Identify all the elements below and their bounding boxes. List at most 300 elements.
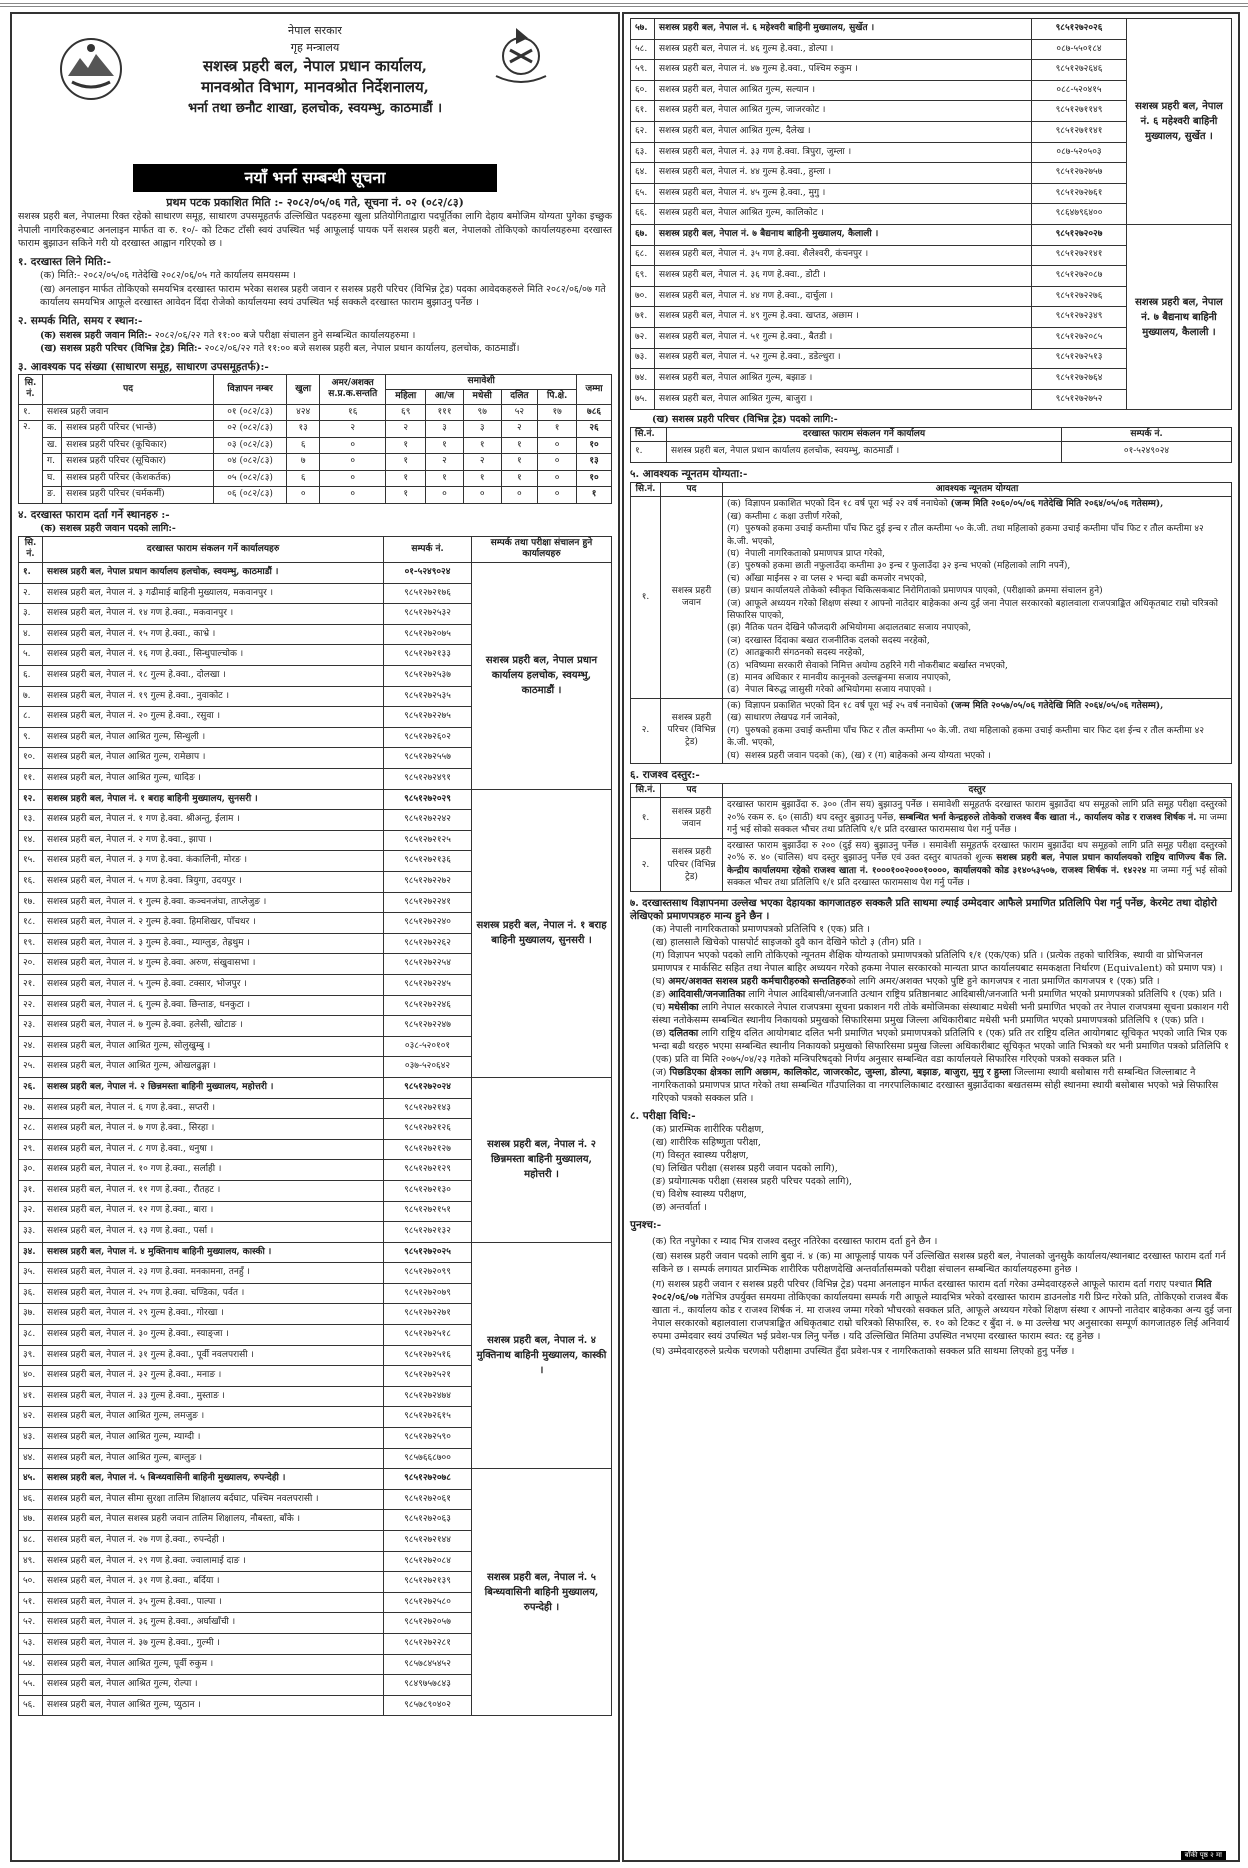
- cell-aj: ०: [426, 487, 464, 504]
- exam-step: (च) विशेष स्वास्थ्य परीक्षण,: [652, 1189, 747, 1201]
- cell-contact: ९८५१२७२६४६: [1032, 60, 1127, 81]
- cell-contact: ९८५१२७२१४३: [384, 1098, 472, 1119]
- cell-office: सशस्त्र प्रहरी बल, नेपाल सशस्त्र प्रहरी जवान तालिम शिक्षालय, नौबस्ता, बाँके ।: [43, 1510, 384, 1531]
- col-post: पद: [43, 375, 214, 404]
- cell-sn: १०.: [19, 748, 43, 769]
- cell-office: सशस्त्र प्रहरी बल, नेपाल नं. ५ गण हे.क्वा. त्रियुगा, उदयपुर ।: [43, 872, 384, 893]
- cell-sn: ३४.: [19, 1242, 43, 1263]
- cell-office: सशस्त्र प्रहरी बल, नेपाल नं. ३० गुल्म हे.क्वा., स्याङ्जा ।: [43, 1325, 384, 1346]
- table-row: [631, 442, 1232, 463]
- section1-item: (ख) अनलाइन मार्फत तोकिएको समयभित्र दरखास्त फाराम भरेका सशस्त्र प्रहरी जवान र सशस्त्र प्रहरी परिचर (विभिन्न ट्रेड) पदका आवेदकहरुले मिति २०८२/०६/०७ गते कार्यालय समयभित्र आफूले दरखास्त आवेदन दिंदा रोजेको कार्यालयमा स्वयं उपस्थित भई सक्कलै दरखास्त फाराम बुझाउनु पर्नेछ ।: [40, 283, 606, 309]
- col-exam-office: सम्पर्क तथा परीक्षा संचालन हुने कार्यालयहरु: [472, 536, 612, 562]
- item-bold: आदिवासी/जनजातिका: [668, 988, 746, 1000]
- col-open: खुला: [287, 375, 320, 404]
- cell-post: सशस्त्र प्रहरी जवान: [661, 798, 723, 839]
- publish-date: प्रथम पटक प्रकाशित मिति :- २०८२/०५/०६ गते, सूचना नं. ०२ (०८२/८३): [166, 196, 464, 209]
- cell-office: सशस्त्र प्रहरी बल, नेपाल आश्रित गुल्म, बाजुरा ।: [655, 389, 1032, 410]
- cell-office: सशस्त्र प्रहरी बल, नेपाल नं. ४७ गुल्म हे.क्वा., पश्चिम रुकुम ।: [655, 60, 1032, 81]
- table-row: [631, 798, 1232, 839]
- cell-contact: ९८५१२७२०७५: [384, 624, 472, 645]
- table-row: [19, 421, 612, 438]
- qualification-item: [727, 511, 1227, 523]
- cell-contact: ९८५७६६८७००: [384, 1448, 472, 1469]
- table-row: [631, 497, 1232, 699]
- cell-post: सशस्त्र प्रहरी जवान: [43, 404, 214, 421]
- cell-contact: ९८५१२७२१२६: [384, 1119, 472, 1140]
- cell-open: ६: [287, 437, 320, 454]
- cell-adv: ०२ (०८२/८३): [214, 421, 287, 438]
- notice-header: [18, 18, 612, 158]
- cell-office: सशस्त्र प्रहरी बल, नेपाल नं. २० गुल्म हे.क्वा., रसुवा ।: [43, 707, 384, 728]
- cell-office: सशस्त्र प्रहरी बल, नेपाल नं. ३३ गुल्म हे.क्वा., मुस्ताङ ।: [43, 1386, 384, 1407]
- cell-women: २: [386, 421, 426, 438]
- cell-post: सशस्त्र प्रहरी परिचर (विभिन्न ट्रेड): [661, 838, 723, 891]
- cell-contact: ९८५१२७२१३०: [384, 1180, 472, 1201]
- col-madhesi: मधेसी: [463, 389, 501, 404]
- item-key: (ङ): [652, 988, 666, 1000]
- cell-contact: ९८५१२७२७६१: [1032, 183, 1127, 204]
- cell-contact: ९८५१२७२५२१: [384, 1366, 472, 1387]
- cell-exam-office: सशस्त्र प्रहरी बल, नेपाल नं. ६ महेश्वरी बाहिनी मुख्यालय, सुर्खेत ।: [1127, 19, 1232, 225]
- cell-total: १०: [577, 470, 612, 487]
- cell-total: ७८६: [577, 404, 612, 421]
- item-text: पुरुषको हकमा उचाई कम्तीमा पाँच फिट र तौल कम्तीमा ५० के.जी. तथा महिलाको हकमा उचाई कम्तीमा चार फिट दश ईन्च र तौल कम्तीमा ४२ के.जी. भएको,: [727, 725, 1205, 749]
- cell-madhesi: १: [463, 437, 501, 454]
- cell-contact: ९८५१२७२१३३: [384, 645, 472, 666]
- right-column: [622, 12, 1240, 1862]
- cell-backward: ०: [538, 454, 577, 471]
- cell-sn: २.: [631, 838, 661, 891]
- cell-women: १: [386, 437, 426, 454]
- cell-aj: १११: [426, 404, 464, 421]
- cell-sn: ५७.: [631, 19, 655, 40]
- cell-martyr: ०: [320, 437, 386, 454]
- cell-sn: १५.: [19, 851, 43, 872]
- item-key: (छ): [652, 1027, 667, 1039]
- cell-sn: ३८.: [19, 1325, 43, 1346]
- cell-open: ७: [287, 454, 320, 471]
- apf-emblem-icon: [488, 24, 554, 90]
- cell-sn: ८.: [19, 707, 43, 728]
- ministry-label: गृह मन्त्रालय: [290, 41, 340, 54]
- cell-dalit: १: [501, 470, 538, 487]
- item-text: आतङ्ककारी संगठनको सदस्य नरहेको,: [745, 648, 865, 659]
- cell-sn: ११.: [19, 769, 43, 790]
- cell-sn: १४.: [19, 830, 43, 851]
- col-sn: सि. नं.: [19, 536, 43, 562]
- cell-office: सशस्त्र प्रहरी बल, नेपाल नं. २७ गण हे.क्वा., रुपन्देही ।: [43, 1531, 384, 1552]
- cell-office: सशस्त्र प्रहरी बल, नेपाल नं. २ गुल्म हे.क्वा. हिमशिखर, पाँचथर ।: [43, 913, 384, 934]
- cell-contact: ९८५१२७२०७९: [384, 1283, 472, 1304]
- cell-contact: ९८५१२७२२४७: [384, 1016, 472, 1037]
- cell-martyr: १६: [320, 404, 386, 421]
- cell-sn: ४९.: [19, 1551, 43, 1572]
- qualification-item: [727, 622, 1227, 634]
- item-bold: अमर/अशक्त सशस्त्र प्रहरी कर्मचारीहरुको सन्ततिहरु: [668, 975, 847, 987]
- item-text: २०८२/०६/२२ गते ११:०० बजे सशस्त्र प्रहरी बल, नेपाल प्रधान कार्यालय, हलचोक, काठमाडौं।: [201, 343, 520, 355]
- cell-contact: ९८५१२७२०२७: [1032, 224, 1127, 245]
- cell-sn: ४.: [19, 624, 43, 645]
- table-row: [19, 454, 612, 471]
- cell-sn: २८.: [19, 1119, 43, 1140]
- cell-sn: ३१.: [19, 1180, 43, 1201]
- cell-office: सशस्त्र प्रहरी बल, नेपाल नं. ५ गुल्म हे.क्वा. टक्सार, भोजपुर ।: [43, 974, 384, 995]
- cell-contact: ९८५१२७११४१: [1032, 121, 1127, 142]
- cell-post: सशस्त्र प्रहरी परिचर (भान्छे): [62, 421, 214, 438]
- cell-office: सशस्त्र प्रहरी बल, नेपाल नं. १० गण हे.क्वा., सर्लाही ।: [43, 1160, 384, 1181]
- cell-contact: ९८५१२७२०६१: [384, 1489, 472, 1510]
- cell-contact: ९८६४७९६४००: [1032, 204, 1127, 225]
- cell-office: सशस्त्र प्रहरी बल, नेपाल आश्रित गुल्म, सल्यान ।: [655, 80, 1032, 101]
- col-adv: विज्ञापन नम्बर: [214, 375, 287, 404]
- cell-contact: ०१-५२४९०२४: [384, 563, 472, 584]
- item-text: हालसालै खिचेको पासपोर्ट साइजको दुवै कान देखिने फोटो ३ (तीन) प्रति ।: [670, 936, 922, 948]
- cell-madhesi: ३: [463, 421, 501, 438]
- nepal-emblem-icon: [58, 36, 124, 102]
- cell-qualifications: [723, 497, 1232, 699]
- section3-title: ३. आवश्यक पद संख्या (साधारण समूह, साधारण उपसमूहतर्फ):-: [18, 360, 269, 373]
- cell-sn: १७.: [19, 892, 43, 913]
- postscript-title: पुनश्च:-: [630, 1219, 662, 1232]
- cell-post: सशस्त्र प्रहरी जवान: [661, 497, 723, 699]
- cell-contact: ९८५१२७२२८१: [384, 1633, 472, 1654]
- cell-sn: ४५.: [19, 1469, 43, 1490]
- fee-tail: मा जम्मा गर्नु भई सोको सक्कल भौचर तथा प्रतिलिपि १/१ प्रति दरखास्त फारामसाथ पेश गर्नु पर्नेछ ।: [727, 865, 1227, 889]
- section4a-subtitle: (क) सशस्त्र प्रहरी जवान पदको लागि:-: [40, 523, 176, 535]
- cell-dalit: १: [501, 437, 538, 454]
- item-key: (ग): [727, 725, 740, 736]
- cell-office: सशस्त्र प्रहरी बल, नेपाल नं. १५ गण हे.क्वा., काभ्रे ।: [43, 624, 384, 645]
- cell-office: सशस्त्र प्रहरी बल, नेपाल नं. १ गण हे.क्वा. श्रीअन्तु, ईलाम ।: [43, 810, 384, 831]
- document-item: [630, 949, 1232, 975]
- cell-post: सशस्त्र प्रहरी परिचर (सूचिकार): [62, 454, 214, 471]
- item-text: जिल्लामा स्थायी बसोबास गरी सम्बन्धित जिल्लाबाट नै नागरिकताको प्रमाणपत्र प्राप्त गरेको तथा सम्बन्धित गाँउपालिका वा नगरपालिकाबाट दरखास्त बुझाउँदाका बखतसम्म सोही स्थानमा स्थायी बसोबास भएको भन्ने सिफारिस गरिएको पत्रको सक्कल प्रति ।: [652, 1066, 1219, 1104]
- cell-sn: १३.: [19, 810, 43, 831]
- cell-contact: ९८५१२७२६१५: [384, 1407, 472, 1428]
- postscript-item: [630, 1250, 1232, 1276]
- table-row: [19, 789, 612, 810]
- cell-exam-office: सशस्त्र प्रहरी बल, नेपाल नं. ५ बिन्ध्यवासिनी बाहिनी मुख्यालय, रुपन्देही ।: [472, 1469, 612, 1716]
- cell-contact: ९८५१२७२०५७: [384, 1613, 472, 1634]
- item-text: दरखास्त दिंदाका बखत राजनीतिक दलको सदस्य नरहेको,: [745, 635, 930, 646]
- cell-contact: ०८८-५२०४१५: [1032, 80, 1127, 101]
- item-text: को लागि अमर/अशक्त भएको पुष्टि हुने कागजपत्र र नाता प्रमाणित कागजपत्र १ (एक) प्रति ।: [846, 975, 1160, 987]
- cell-sn: ५३.: [19, 1633, 43, 1654]
- cell-office: सशस्त्र प्रहरी बल, नेपाल नं. १३ गण हे.क्वा., पर्सा ।: [43, 1222, 384, 1243]
- document-item: [630, 975, 1232, 988]
- cell-office: सशस्त्र प्रहरी बल, नेपाल नं. ३ गण हे.क्वा. कंकालिनी, मोरङ ।: [43, 851, 384, 872]
- cell-office: सशस्त्र प्रहरी बल, नेपाल नं. २ छिन्नमस्ता बाहिनी मुख्यालय, महोत्तरी ।: [43, 1077, 384, 1098]
- cell-office: सशस्त्र प्रहरी बल, नेपाल आश्रित गुल्म, ओखलढुङ्गा ।: [43, 1057, 384, 1078]
- exam-step: (ग) विस्तृत स्वास्थ्य परीक्षण,: [652, 1150, 749, 1162]
- cell-sn: ३९.: [19, 1345, 43, 1366]
- cell-office: सशस्त्र प्रहरी बल, नेपाल प्रधान कार्यालय हलचोक, स्वयम्भु, काठमाडौं ।: [667, 442, 1062, 463]
- cell-contact: ०३७-५२०६४२: [384, 1057, 472, 1078]
- col-martyr: अमर/अशक्त स.प्र.क.सन्तति: [320, 375, 386, 404]
- cell-office: सशस्त्र प्रहरी बल, नेपाल आश्रित गुल्म, बाग्लुङ ।: [43, 1448, 384, 1469]
- cell-martyr: २: [320, 421, 386, 438]
- cell-office: सशस्त्र प्रहरी बल, नेपाल नं. १२ गण हे.क्वा., बारा ।: [43, 1201, 384, 1222]
- cell-contact: ९८५१२७२०६३: [384, 1510, 472, 1531]
- item-text: नेपाली नागरिकताको प्रमाणपत्र प्राप्त गरेको,: [745, 549, 885, 560]
- cell-contact: ९८५१२७२५३५: [384, 686, 472, 707]
- cell-aj: १: [426, 437, 464, 454]
- cell-contact: ९८५१२७२५१३: [1032, 348, 1127, 369]
- item-bold: पिछडिएका क्षेत्रका लागि अछाम, कालिकोट, जाजरकोट, जुम्ला, डोल्पा, बझाङ, बाजुरा, मुगु र हुम्ला: [669, 1066, 1012, 1078]
- cell-contact: ९८५१२७२३४९: [1032, 307, 1127, 328]
- branch-title: भर्ना तथा छनौट शाखा, हलचोक, स्वयम्भु, काठमाडौं ।: [188, 101, 442, 116]
- cell-sn: ६०.: [631, 80, 655, 101]
- cell-office: सशस्त्र प्रहरी बल, नेपाल नं. ११ गण हे.क्वा., रौतहट ।: [43, 1180, 384, 1201]
- cell-office: सशस्त्र प्रहरी बल, नेपाल नं. ३३ गण हे.क्वा. त्रिपुरा, जुम्ला ।: [655, 142, 1032, 163]
- cell-women: ६९: [386, 404, 426, 421]
- offices-table-left: [18, 536, 612, 1717]
- item-text: भविष्यमा सरकारी सेवाको निमित्त अयोग्य ठहरिने गरी नोकरीबाट बर्खास्त नभएको,: [745, 660, 1008, 671]
- document-item: [630, 1066, 1232, 1105]
- cell-sn: ७२.: [631, 327, 655, 348]
- cell-sn: ६९.: [631, 266, 655, 287]
- section2-item: [18, 329, 612, 343]
- item-key: (क): [727, 499, 741, 510]
- item-text: प्रधान कार्यालयले तोकेको स्वीकृत चिकित्सकबाट निरोगिताको प्रमाणपत्र पाएको, (परीक्षाको क्रममा संचालन हुने): [745, 586, 1103, 597]
- gov-label: नेपाल सरकार: [288, 24, 342, 37]
- cell-contact: ९८५१२७२२४५: [384, 974, 472, 995]
- col-sn: सि. नं.: [19, 375, 43, 404]
- cell-sn: ९.: [19, 727, 43, 748]
- cell-contact: ९८५१२७२१४४: [384, 1531, 472, 1552]
- cell-contact: ९८५१२७२१२५: [384, 830, 472, 851]
- cell-sn: १६.: [19, 872, 43, 893]
- fee-bold: सम्बन्धित भर्ना केन्द्रहरुले तोकेको राजश्व बैंक खाता नं., कार्यालय कोड र राजश्व शिर्षक नं.: [899, 812, 1197, 823]
- cell-sn: २.: [19, 421, 43, 504]
- cell-dalit: १: [501, 454, 538, 471]
- cell-sn: ४३.: [19, 1428, 43, 1449]
- cell-office: सशस्त्र प्रहरी बल, नेपाल नं. २९ गुल्म हे.क्वा., गोरखा ।: [43, 1304, 384, 1325]
- item-text: लागि नेपाल आदिबासी/जनजाति उत्थान राष्ट्रिय प्रतिष्ठानबाट आदिबासी/जनजाति भनी प्रमाणित भएको प्रमाणपत्रको प्रतिलिपि १ (एक) प्रति ।: [745, 988, 1222, 1000]
- cell-sub: ग.: [43, 454, 62, 471]
- section5-title: ५. आवश्यक न्यूनतम योग्यता:-: [630, 468, 748, 481]
- item-text: विज्ञापन प्रकाशित भएको दिन १८ वर्ष पूरा भई २२ वर्ष ननाघेको: [745, 499, 951, 510]
- item-key: (ख): [652, 1251, 668, 1263]
- qualification-item: [727, 498, 1227, 510]
- item-key: (घ): [652, 975, 666, 987]
- cell-contact: ९८५१२७२०९९: [384, 1263, 472, 1284]
- cell-sn: २३.: [19, 1016, 43, 1037]
- cell-office: सशस्त्र प्रहरी बल, नेपाल नं. ५१ गुल्म हे.क्वा., बैतडी ।: [655, 327, 1032, 348]
- cell-sn: १८.: [19, 913, 43, 934]
- cell-contact: ९८५१२७२२७६: [1032, 286, 1127, 307]
- cell-contact: ९८५१२७२७५७: [1032, 163, 1127, 184]
- col-fee: दस्तुर: [723, 783, 1232, 798]
- qualification-item: [727, 684, 1227, 696]
- item-key: (ढ): [727, 685, 740, 696]
- cell-sn: ५५.: [19, 1675, 43, 1696]
- item-key: (ट): [727, 648, 739, 659]
- cell-contact: ९८५१२७२६०२: [384, 727, 472, 748]
- cell-sn: ४१.: [19, 1386, 43, 1407]
- cell-sn: ३०.: [19, 1160, 43, 1181]
- item-text: नैतिक पतन देखिने फौजदारी अभियोगमा अदालतबाट सजाय नपाएको,: [745, 623, 972, 634]
- col-sn: सि.नं.: [631, 783, 661, 798]
- item-text: विज्ञापन प्रकाशित भएको दिन १८ वर्ष पूरा भई २५ वर्ष ननाघेको: [745, 700, 951, 711]
- cell-contact: ९८५१२७२१३९: [384, 1572, 472, 1593]
- cell-office: सशस्त्र प्रहरी बल, नेपाल आश्रित गुल्म, धादिङ ।: [43, 769, 384, 790]
- col-post: पद: [661, 783, 723, 798]
- table-row: [19, 1077, 612, 1098]
- cell-sn: ६१.: [631, 101, 655, 122]
- cell-contact: ९८५१२७२७६४: [1032, 369, 1127, 390]
- cell-dalit: ०: [501, 487, 538, 504]
- cell-exam-office: सशस्त्र प्रहरी बल, नेपाल प्रधान कार्यालय हलचोक, स्वयम्भु, काठमाडौं ।: [472, 563, 612, 790]
- cell-sn: २४.: [19, 1036, 43, 1057]
- cell-office: सशस्त्र प्रहरी बल, नेपाल नं. २९ गण हे.क्वा. ज्वालामाई दाङ ।: [43, 1551, 384, 1572]
- postscript-item: [630, 1345, 1232, 1358]
- cell-open: ४२४: [287, 404, 320, 421]
- item-key: (छ): [727, 586, 741, 597]
- qualification-item: [727, 750, 1227, 762]
- cell-sn: ६७.: [631, 224, 655, 245]
- cell-contact: ९८५१२७२२७२: [384, 872, 472, 893]
- col-sn: सि.नं.: [631, 427, 667, 442]
- cell-office: सशस्त्र प्रहरी बल, नेपाल नं. ४ मुक्तिनाथ बाहिनी मुख्यालय, कास्की ।: [43, 1242, 384, 1263]
- cell-office: सशस्त्र प्रहरी बल, नेपाल आश्रित गुल्म, जाजरकोट ।: [655, 101, 1032, 122]
- col-office: दरखास्त फाराम संकलन गर्ने कार्यालयहरु: [43, 536, 384, 562]
- cell-sn: ७.: [19, 686, 43, 707]
- cell-office: सशस्त्र प्रहरी बल, नेपाल नं. ३६ गुल्म हे.क्वा., अर्घाखाँची ।: [43, 1613, 384, 1634]
- item-key: (च): [652, 1001, 666, 1013]
- cell-women: १: [386, 470, 426, 487]
- cell-sn: ४८.: [19, 1531, 43, 1552]
- cell-office: सशस्त्र प्रहरी बल, नेपाल आश्रित गुल्म, दैलेख ।: [655, 121, 1032, 142]
- cell-sn: ७५.: [631, 389, 655, 410]
- cell-office: सशस्त्र प्रहरी बल, नेपाल नं. ३१ गुल्म हे.क्वा., पूर्वी नवलपरासी ।: [43, 1345, 384, 1366]
- cell-sn: २.: [19, 583, 43, 604]
- cell-sn: १.: [19, 404, 43, 421]
- table-row: [19, 470, 612, 487]
- qualification-item: [727, 573, 1227, 585]
- cell-office: सशस्त्र प्रहरी बल, नेपाल नं. १ गुल्म हे.क्वा. कञ्चनजंघा, ताप्लेजुङ ।: [43, 892, 384, 913]
- cell-sn: ३.: [19, 604, 43, 625]
- col-aj: आ/ज: [426, 389, 464, 404]
- exam-step: (छ) अन्तर्वार्ता ।: [652, 1202, 707, 1214]
- cell-sn: ६.: [19, 666, 43, 687]
- col-total: जम्मा: [577, 375, 612, 404]
- item-key: (च): [727, 573, 740, 584]
- fee-text: दरखास्त फाराम बुझाउँदा रु २०० (दुई सय) बुझाउनु पर्नेछ । समावेशी समूहतर्फ दरखास्त फाराम बुझाउँदा थप समूहको लागि प्रति समूह परीक्षा दस्तुरको २०% रु. ४० (चालिस) थप दस्तुर बुझाउनु पर्नेछ एवं उक्त दस्तुर बापतको शुल्क: [727, 840, 1227, 864]
- cell-exam-office: सशस्त्र प्रहरी बल, नेपाल नं. १ बराह बाहिनी मुख्यालय, सुनसरी ।: [472, 789, 612, 1077]
- item-text: नेपाली नागरिकताको प्रमाणपत्रको प्रतिलिपि १ (एक) प्रति ।: [669, 923, 870, 935]
- item-key: (क): [652, 1236, 667, 1248]
- cell-contact: ०८७-५२०५०३: [1032, 142, 1127, 163]
- cell-sn: २५.: [19, 1057, 43, 1078]
- cell-contact: ९८५१२७२०८५: [1032, 327, 1127, 348]
- cell-contact: ९८५१२७२२४१: [384, 892, 472, 913]
- cell-office: सशस्त्र प्रहरी बल, नेपाल नं. ४९ गुल्म हे.क्वा. खप्तड, अछाम ।: [655, 307, 1032, 328]
- cell-contact: ९८५१२७२२४६: [384, 995, 472, 1016]
- qualification-item: [727, 660, 1227, 672]
- posts-table: [18, 374, 612, 503]
- qualification-item: [727, 548, 1227, 560]
- cell-sn: ४६.: [19, 1489, 43, 1510]
- section7-title: ७. दरखास्तसाथ विज्ञापनमा उल्लेख भएका देहायका कागजातहरु सक्कलै प्रति साथमा ल्याई उम्मेदवार आफैले प्रमाणित प्रतिलिपि पेश गर्नु पर्नेछ, केरमेट तथा दोहोरो लेखिएको प्रमाणपत्रहरु मान्य हुने छैन ।: [630, 897, 1217, 922]
- cell-sn: २१.: [19, 974, 43, 995]
- cell-contact: ९८५१२७२१२९: [384, 1160, 472, 1181]
- cell-total: २६: [577, 421, 612, 438]
- item-text: पुरुषको हकमा छाती नफुलाउँदा कम्तीमा ३० इन्च र फुलाउँदा ३२ इन्च भएको (महिलाको लागि नपर्ने),: [745, 561, 1071, 572]
- table-row: [631, 19, 1232, 40]
- item-text: सशस्त्र प्रहरी जवान पदको लागि बुदा नं. ४ (क) मा आफूलाई पायक पर्ने उल्लिखित सशस्त्र प्रहरी बल, नेपालको जुनसुकै कार्यालय/स्थानबाट दरखास्त फाराम दर्ता गर्न सकिने छ । सम्पर्क लगायत प्रारम्भिक शारीरिक परीक्षणदेखि अन्तर्वार्तासम्मको परीक्षा संचालन सम्बन्धित कार्यालयहरुमा हुनेछ ।: [652, 1251, 1226, 1276]
- cell-office: सशस्त्र प्रहरी बल, नेपाल नं. ३ गढीमाई बाहिनी मुख्यालय, मकवानपुर ।: [43, 583, 384, 604]
- item-text: सशस्त्र प्रहरी जवान र सशस्त्र प्रहरी परिचर (विभिन्न ट्रेड) पदमा अनलाइन मार्फत दरखास्त फाराम दर्ता गरेका उम्मेदवारहरुले आफूले फाराम दर्ता गराए पश्चात: [667, 1279, 1196, 1291]
- cell-sn: २२.: [19, 995, 43, 1016]
- section4b-subtitle: (ख) सशस्त्र प्रहरी परिचर (विभिन्न ट्रेड) पदको लागि:-: [652, 414, 838, 426]
- cell-dalit: २: [501, 421, 538, 438]
- cell-office: सशस्त्र प्रहरी बल, नेपाल नं. ४६ गुल्म हे.क्वा., डोल्पा ।: [655, 39, 1032, 60]
- col-sn: सि.नं.: [631, 482, 661, 497]
- cell-office: सशस्त्र प्रहरी बल, नेपाल आश्रित गुल्म, कालिकोट ।: [655, 204, 1032, 225]
- cell-sn: ७१.: [631, 307, 655, 328]
- cell-office: सशस्त्र प्रहरी बल, नेपाल नं. ३५ गुल्म हे.क्वा., पाल्पा ।: [43, 1592, 384, 1613]
- cell-office: सशस्त्र प्रहरी बल, नेपाल नं. ३६ गण हे.क्वा., डोटी ।: [655, 266, 1032, 287]
- section7-list: [630, 923, 1232, 1105]
- offices-table-right: [630, 18, 1232, 410]
- cell-women: १: [386, 454, 426, 471]
- cell-sub: घ.: [43, 470, 62, 487]
- cell-contact: ९८५१२७२१३२: [384, 1222, 472, 1243]
- col-contact: सम्पर्क नं.: [1062, 427, 1232, 442]
- item-key: (झ): [727, 623, 741, 634]
- document-item: [630, 1027, 1232, 1066]
- section4-title: ४. दरखास्त फाराम दर्ता गर्ने स्थानहरु :-: [18, 508, 170, 521]
- notice-banner: नयाँ भर्ना सम्बन्धी सूचना: [133, 164, 497, 192]
- cell-backward: १: [538, 421, 577, 438]
- qualification-item: [727, 523, 1227, 548]
- cell-sn: ४२.: [19, 1407, 43, 1428]
- cell-adv: ०६ (०८२/८३): [214, 487, 287, 504]
- cell-sn: २.: [631, 698, 661, 763]
- item-text: पुरुषको हकमा उचाई कम्तीमा पाँच फिट दुई इन्च र तौल कम्तीमा ५० के.जी. तथा महिलाको हकमा उचाई कम्तीमा पाँच फिट र तौल कम्तीमा ४२ के.जी. भएको,: [727, 524, 1204, 547]
- qualification-item: [727, 560, 1227, 572]
- cell-contact: ९८५७८९०४०२: [384, 1695, 472, 1716]
- item-bold: मिति २०८२/०६/०७: [652, 1279, 1212, 1304]
- cell-contact: ९८५१२७२२५४: [384, 954, 472, 975]
- fee-tail: मा जम्मा गर्नु भई सोको सक्कल भौचर तथा प्रतिलिपि १/१ प्रति दरखास्त फारामसाथ पेश गर्नु पर्नेछ ।: [727, 812, 1227, 836]
- cell-sn: ३५.: [19, 1263, 43, 1284]
- section1-title: १. दरखास्त लिने मिति:-: [18, 255, 111, 268]
- cell-contact: ९८५१२७२०२५: [384, 1242, 472, 1263]
- cell-office: सशस्त्र प्रहरी बल, नेपाल नं. ७ गुल्म हे.क्वा. हलेसी, खोटाङ ।: [43, 1016, 384, 1037]
- cell-office: सशस्त्र प्रहरी बल, नेपाल नं. ३७ गुल्म हे.क्वा., गुल्मी ।: [43, 1633, 384, 1654]
- cell-office: सशस्त्र प्रहरी बल, नेपाल नं. १ बराह बाहिनी मुख्यालय, सुनसरी ।: [43, 789, 384, 810]
- cell-office: सशस्त्र प्रहरी बल, नेपाल प्रधान कार्यालय हलचोक, स्वयम्भु, काठमाडौं ।: [43, 563, 384, 584]
- table-row: [19, 437, 612, 454]
- cell-sn: २६.: [19, 1077, 43, 1098]
- section1-item: (क) मिति:- २०८२/०५/०६ गतेदेखि २०८२/०६/०५ गते कार्यालय समयसम्म ।: [40, 270, 296, 282]
- item-label: (क) सशस्त्र प्रहरी जवान मिति:-: [40, 329, 152, 341]
- cell-sn: ३२.: [19, 1201, 43, 1222]
- cell-fee: [723, 838, 1232, 891]
- item-bold: (जन्म मिति २०६०/०५/०६ गतेदेखि मिति २०६४/०५/०६ गतेसम्म),: [950, 499, 1164, 510]
- attendant-offices-table: [630, 427, 1232, 463]
- cell-contact: ९८५१२७२१७६: [384, 583, 472, 604]
- exam-step: (ङ) प्रयोगात्मक परीक्षा (सशस्त्र प्रहरी परिचर पदको लागि),: [652, 1176, 853, 1188]
- table-row: [19, 563, 612, 584]
- item-key: (ज): [652, 1066, 667, 1078]
- cell-post: सशस्त्र प्रहरी परिचर (चर्मकर्मी): [62, 487, 214, 504]
- cell-adv: ०४ (०८२/८३): [214, 454, 287, 471]
- cell-office: सशस्त्र प्रहरी बल, नेपाल आश्रित गुल्म, प्युठान ।: [43, 1695, 384, 1716]
- qualification-item: [727, 672, 1227, 684]
